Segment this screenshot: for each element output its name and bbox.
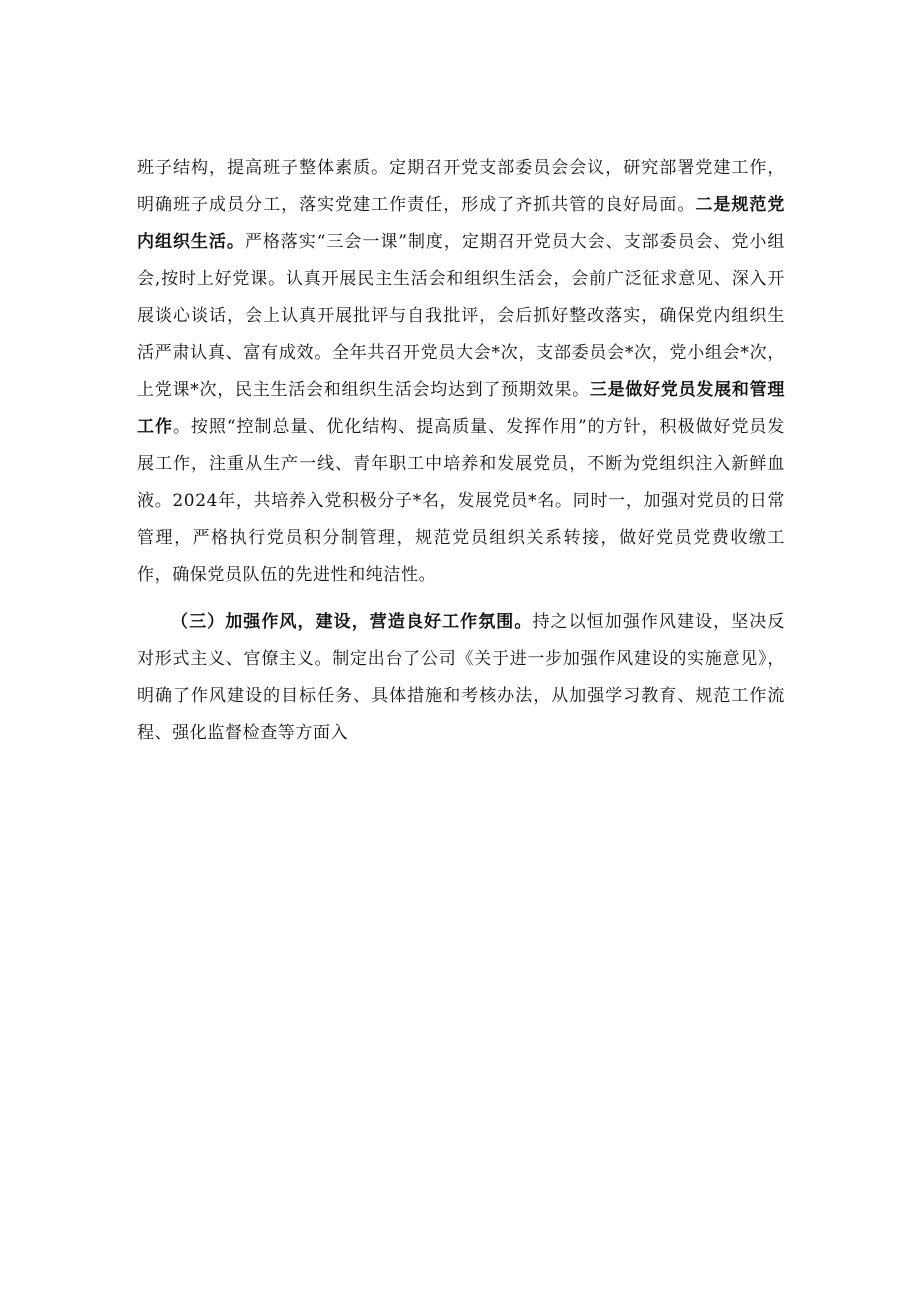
heading-member-development: 三是做好党员发展和管理工作 (137, 380, 785, 437)
paragraph-work-style (137, 604, 785, 752)
document-body (137, 150, 785, 752)
paragraph-1-text-3: 。按照“控制总量、优化结构、提高质量、发挥作用”的方针，积极做好党员发展工作，注重从生产一线、青年职工中培养和发展党员，不断为党组织注入新鲜血液。2024年，共培养入党积极分子*名，发展党员*名。同时一，加强对党员的日常管理，严格执行党员积分制管理，规范党员组织关系转接，做好党员党费收缴工作，确保党员队伍的先进性和纯洁性。 (137, 417, 785, 585)
paragraph-2-text-1: 持之以恒加强作风建设，坚决反对形式主义、官僚主义。制定出台了公司《关于进一步加强作风建设的实施意见》，明确了作风建设的目标任务、具体措施和考核办法，从加强学习教育、规范工作流程、强化监督检查等方面入 (137, 612, 785, 743)
paragraph-1-text-1: 班子结构，提高班子整体素质。定期召开党支部委员会会议，研究部署党建工作，明确班子成员分工，落实党建工作责任，形成了齐抓共管的良好局面。 (137, 158, 785, 215)
paragraph-party-building (137, 150, 785, 594)
section-heading-work-style: （三）加强作风，建设，营造良好工作氛围。 (171, 612, 533, 632)
paragraph-1-text-2: 严格落实“三会一课”制度，定期召开党员大会、支部委员会、党小组会,按时上好党课。认真开展民主生活会和组织生活会，会前广泛征求意见、深入开展谈心谈话，会上认真开展批评与自我批评，会后抓好整改落实，确保党内组织生活严肃认真、富有成效。全年共召开党员大会*次，支部委员会*次，党小组会*次，上党课*次，民主生活会和组织生活会均达到了预期效果。 (137, 232, 785, 400)
heading-standardize-organizational-life: 二是规范党内组织生活。 (137, 195, 786, 252)
